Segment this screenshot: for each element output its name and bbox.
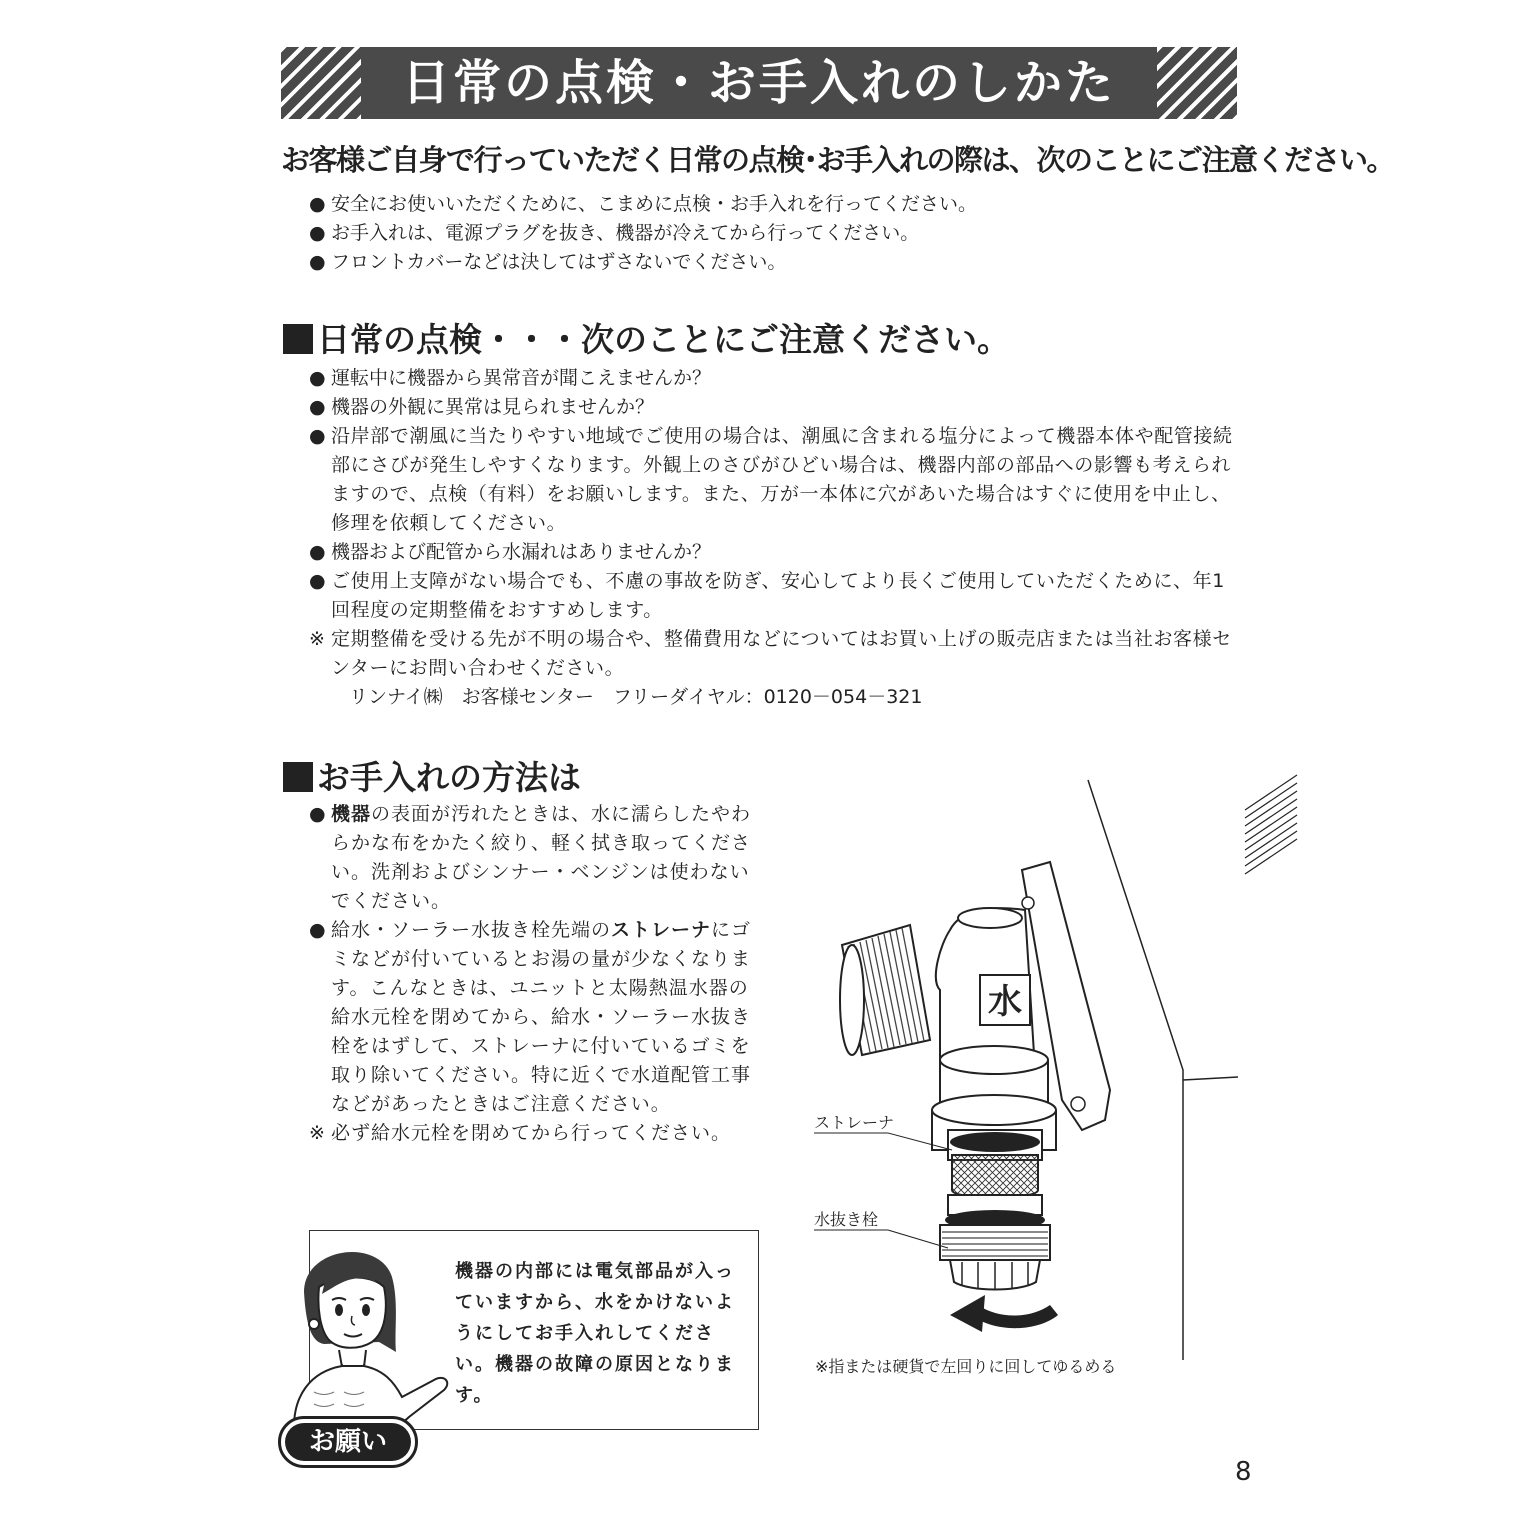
list-item: ● 機器の外観に異常は見られませんか？ (309, 396, 655, 418)
list-item: ● お手入れは、電源プラグを抜き、機器が冷えてから行ってください。 (309, 222, 920, 244)
page-number: 8 (1235, 1457, 1252, 1487)
intro-list (309, 190, 1239, 277)
valve-water-char: 水 (988, 982, 1022, 1022)
strainer-label: ストレーナ (814, 1113, 895, 1132)
daily-check-list (309, 364, 1239, 712)
subtitle: お客様ご自身で行っていただく日常の点検･お手入れの際は、次のことにご注意ください。 (281, 143, 1395, 177)
square-icon (283, 324, 313, 354)
daily-check-heading: 日常の点検・・・次のことにご注意ください。 (283, 314, 1010, 361)
note-item: ※ 定期整備を受ける先が不明の場合や、整備費用などについてはお買い上げの販売店または当社お客様センターにお問い合わせください。 (309, 628, 1232, 679)
request-badge (278, 1416, 418, 1468)
request-badge-label: お願い (285, 1423, 411, 1461)
request-text: 機器の内部には電気部品が入っていますから、水をかけないようにしてお手入れしてください。機器の故障の原因となります。 (455, 1261, 735, 1406)
list-item: ● 機器および配管から水漏れはありませんか？ (309, 541, 712, 563)
list-item: ● 給水・ソーラー水抜き栓先端のストレーナにゴミなどが付いているとお湯の量が少なくなります。こんなときは、ユニットと太陽熱温水器の給水元栓を閉めてから、給水・ソーラー水抜き栓をはずして、ストレーナに付いているゴミを取り除いてください。特に近くで水道配管工事などがあったときはご注意ください。 (309, 919, 752, 1115)
care-heading: お手入れの方法は (283, 752, 581, 799)
page-title: 日常の点検・お手入れのしかた (401, 55, 1116, 111)
title-banner (281, 47, 1237, 119)
square-icon (283, 762, 313, 792)
list-item: ● 安全にお使いいただくために、こまめに点検・お手入れを行ってください。 (309, 193, 978, 215)
list-item: ● 機器の表面が汚れたときは、水に濡らしたやわらかな布をかたく絞り、軽く拭き取ってください。洗剤およびシンナー・ベンジンは使わないでください。 (309, 803, 752, 912)
list-item: ● 運転中に機器から異常音が聞こえませんか？ (309, 367, 712, 389)
banner-stripes-right (1157, 47, 1237, 119)
woman-illustration-icon (284, 1232, 454, 1432)
figure-caption: ※指または硬貨で左回りに回してゆるめる (815, 1357, 1117, 1376)
drain-valve-figure (800, 770, 1300, 1370)
note-item: ※ 必ず給水元栓を閉めてから行ってください。 (309, 1122, 732, 1144)
list-item: ● ご使用上支障がない場合でも、不慮の事故を防ぎ、安心してより長くご使用していただくために、年1回程度の定期整備をおすすめします。 (309, 570, 1225, 621)
contact-line: リンナイ㈱ お客様センター フリーダイヤル：0120－054－321 (349, 686, 923, 708)
list-item: ● フロントカバーなどは決してはずさないでください。 (309, 251, 787, 273)
banner-stripes-left (281, 47, 361, 119)
care-list (309, 800, 764, 1148)
drain-valve-label: 水抜き栓 (814, 1210, 879, 1229)
list-item: ● 沿岸部で潮風に当たりやすい地域でご使用の場合は、潮風に含まれる塩分によって機器本体や配管接続部にさびが発生しやすくなります。外観上のさびがひどい場合は、機器内部の部品への影響も考えられますので、点検（有料）をお願いします。また、万が一本体に穴があいた場合はすぐに使用を中止し、修理を依頼してください。 (309, 425, 1233, 534)
